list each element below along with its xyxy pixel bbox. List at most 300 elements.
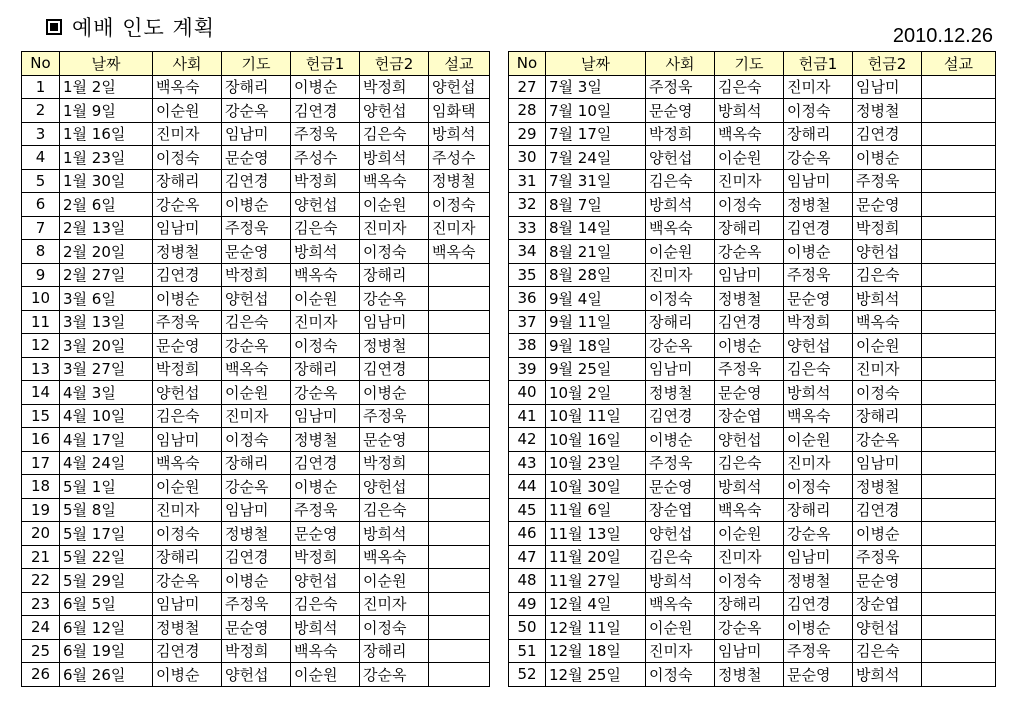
leader-cell: 장해리	[153, 169, 222, 193]
leader-cell: 정병철	[153, 240, 222, 264]
sermon-cell	[429, 475, 490, 499]
table-row	[509, 498, 996, 522]
table-row	[509, 169, 996, 193]
date-cell: 9월 4일	[546, 287, 646, 311]
date-cell: 6월 26일	[60, 663, 153, 687]
sermon-cell	[922, 357, 996, 381]
offering1-cell: 이순원	[291, 287, 360, 311]
offering2-cell: 정병철	[853, 99, 922, 123]
prayer-cell: 임남미	[222, 498, 291, 522]
offering1-cell: 주정욱	[291, 498, 360, 522]
offering2-cell: 방희석	[360, 522, 429, 546]
sermon-cell	[429, 663, 490, 687]
date-cell: 8월 21일	[546, 240, 646, 264]
prayer-cell: 임남미	[222, 122, 291, 146]
no-cell: 9	[22, 263, 60, 287]
date-cell: 12월 18일	[546, 639, 646, 663]
sermon-cell: 이정숙	[429, 193, 490, 217]
leader-cell: 양헌섭	[646, 146, 715, 170]
prayer-cell: 백옥숙	[222, 357, 291, 381]
column-header: No	[22, 52, 60, 76]
no-cell: 35	[509, 263, 546, 287]
leader-cell: 이순원	[646, 616, 715, 640]
leader-cell: 이순원	[646, 240, 715, 264]
table-row	[22, 592, 490, 616]
offering1-cell: 박정희	[291, 545, 360, 569]
date-cell: 12월 25일	[546, 663, 646, 687]
column-header: 설교	[429, 52, 490, 76]
sermon-cell	[429, 545, 490, 569]
column-header: 설교	[922, 52, 996, 76]
offering2-cell: 장순엽	[853, 592, 922, 616]
offering1-cell: 진미자	[784, 75, 853, 99]
no-cell: 7	[22, 216, 60, 240]
offering2-cell: 김연경	[853, 498, 922, 522]
offering1-cell: 정병철	[291, 428, 360, 452]
table-row	[22, 475, 490, 499]
date-cell: 8월 28일	[546, 263, 646, 287]
offering1-cell: 임남미	[784, 169, 853, 193]
sermon-cell	[922, 263, 996, 287]
sermon-cell: 주성수	[429, 146, 490, 170]
offering2-cell: 양헌섭	[360, 99, 429, 123]
leader-cell: 김은숙	[153, 404, 222, 428]
column-header: 헌금1	[291, 52, 360, 76]
prayer-cell: 장해리	[222, 75, 291, 99]
prayer-cell: 진미자	[222, 404, 291, 428]
date-cell: 8월 14일	[546, 216, 646, 240]
leader-cell: 이정숙	[646, 663, 715, 687]
table-row	[509, 451, 996, 475]
column-header: No	[509, 52, 546, 76]
offering2-cell: 백옥숙	[360, 169, 429, 193]
date-cell: 5월 29일	[60, 569, 153, 593]
prayer-cell: 강순옥	[715, 616, 784, 640]
table-row	[509, 263, 996, 287]
leader-cell: 장순엽	[646, 498, 715, 522]
leader-cell: 백옥숙	[153, 451, 222, 475]
offering2-cell: 양헌섭	[853, 616, 922, 640]
prayer-cell: 정병철	[715, 287, 784, 311]
prayer-cell: 정병철	[715, 663, 784, 687]
offering2-cell: 방희석	[853, 287, 922, 311]
table-row	[509, 216, 996, 240]
prayer-cell: 강순옥	[222, 99, 291, 123]
offering1-cell: 김연경	[784, 592, 853, 616]
no-cell: 26	[22, 663, 60, 687]
offering1-cell: 김연경	[291, 99, 360, 123]
offering2-cell: 방희석	[360, 146, 429, 170]
offering2-cell: 박정희	[360, 451, 429, 475]
offering2-cell: 김연경	[360, 357, 429, 381]
leader-cell: 진미자	[153, 498, 222, 522]
offering1-cell: 이병순	[291, 475, 360, 499]
no-cell: 14	[22, 381, 60, 405]
table-row	[509, 334, 996, 358]
table-row	[22, 545, 490, 569]
leader-cell: 임남미	[646, 357, 715, 381]
prayer-cell: 이순원	[715, 522, 784, 546]
prayer-cell: 백옥숙	[715, 122, 784, 146]
sermon-cell	[429, 592, 490, 616]
prayer-cell: 주정욱	[222, 216, 291, 240]
leader-cell: 백옥숙	[646, 216, 715, 240]
prayer-cell: 장해리	[715, 592, 784, 616]
leader-cell: 임남미	[153, 428, 222, 452]
leader-cell: 임남미	[153, 216, 222, 240]
offering2-cell: 주정욱	[360, 404, 429, 428]
leader-cell: 진미자	[646, 263, 715, 287]
offering2-cell: 문순영	[360, 428, 429, 452]
column-header: 사회	[646, 52, 715, 76]
offering2-cell: 이병순	[853, 522, 922, 546]
offering2-cell: 강순옥	[360, 287, 429, 311]
prayer-cell: 이병순	[715, 334, 784, 358]
offering2-cell: 김은숙	[360, 498, 429, 522]
offering1-cell: 정병철	[784, 193, 853, 217]
table-row	[22, 122, 490, 146]
sermon-cell	[922, 146, 996, 170]
offering1-cell: 이병순	[291, 75, 360, 99]
offering2-cell: 진미자	[853, 357, 922, 381]
prayer-cell: 장순엽	[715, 404, 784, 428]
offering2-cell: 장해리	[853, 404, 922, 428]
offering2-cell: 이순원	[853, 334, 922, 358]
date-cell: 8월 7일	[546, 193, 646, 217]
no-cell: 44	[509, 475, 546, 499]
no-cell: 34	[509, 240, 546, 264]
prayer-cell: 이정숙	[715, 193, 784, 217]
offering2-cell: 장해리	[360, 263, 429, 287]
sermon-cell: 임화택	[429, 99, 490, 123]
prayer-cell: 박정희	[222, 639, 291, 663]
sermon-cell	[922, 216, 996, 240]
table-row	[22, 357, 490, 381]
table-row	[509, 75, 996, 99]
table-row	[22, 498, 490, 522]
sermon-cell	[922, 522, 996, 546]
sermon-cell	[922, 639, 996, 663]
offering1-cell: 장해리	[784, 498, 853, 522]
no-cell: 22	[22, 569, 60, 593]
offering2-cell: 문순영	[853, 193, 922, 217]
no-cell: 28	[509, 99, 546, 123]
offering1-cell: 백옥숙	[291, 639, 360, 663]
table-row	[509, 569, 996, 593]
sermon-cell	[429, 428, 490, 452]
table-row	[22, 287, 490, 311]
sermon-cell	[429, 498, 490, 522]
prayer-cell: 이순원	[222, 381, 291, 405]
date-cell: 1월 2일	[60, 75, 153, 99]
sermon-cell: 방희석	[429, 122, 490, 146]
no-cell: 23	[22, 592, 60, 616]
date-cell: 4월 10일	[60, 404, 153, 428]
offering1-cell: 박정희	[784, 310, 853, 334]
leader-cell: 장해리	[153, 545, 222, 569]
table-row	[509, 381, 996, 405]
no-cell: 12	[22, 334, 60, 358]
table-row	[22, 522, 490, 546]
offering1-cell: 임남미	[291, 404, 360, 428]
leader-cell: 방희석	[646, 193, 715, 217]
leader-cell: 김연경	[646, 404, 715, 428]
leader-cell: 문순영	[646, 99, 715, 123]
offering2-cell: 이순원	[360, 569, 429, 593]
offering1-cell: 정병철	[784, 569, 853, 593]
column-header: 날짜	[60, 52, 153, 76]
no-cell: 39	[509, 357, 546, 381]
table-row	[509, 404, 996, 428]
no-cell: 27	[509, 75, 546, 99]
offering1-cell: 방희석	[291, 616, 360, 640]
offering2-cell: 이순원	[360, 193, 429, 217]
schedule-table-left	[21, 51, 490, 687]
prayer-cell: 양헌섭	[222, 287, 291, 311]
prayer-cell: 문순영	[222, 616, 291, 640]
leader-cell: 이순원	[153, 475, 222, 499]
prayer-cell: 문순영	[222, 146, 291, 170]
no-cell: 6	[22, 193, 60, 217]
date-cell: 11월 6일	[546, 498, 646, 522]
table-body	[22, 75, 490, 686]
document-date: 2010.12.26	[892, 25, 993, 47]
sermon-cell: 진미자	[429, 216, 490, 240]
sermon-cell	[429, 522, 490, 546]
leader-cell: 김연경	[153, 639, 222, 663]
schedule-table-right	[508, 51, 996, 687]
leader-cell: 백옥숙	[153, 75, 222, 99]
sermon-cell	[429, 451, 490, 475]
no-cell: 37	[509, 310, 546, 334]
no-cell: 20	[22, 522, 60, 546]
offering1-cell: 장해리	[784, 122, 853, 146]
table-row	[509, 99, 996, 123]
no-cell: 1	[22, 75, 60, 99]
date-cell: 7월 17일	[546, 122, 646, 146]
prayer-cell: 양헌섭	[222, 663, 291, 687]
table-row	[509, 122, 996, 146]
table-row	[509, 663, 996, 687]
sermon-cell	[922, 592, 996, 616]
table-row	[509, 428, 996, 452]
sermon-cell: 양헌섭	[429, 75, 490, 99]
prayer-cell: 김은숙	[715, 451, 784, 475]
offering1-cell: 김연경	[291, 451, 360, 475]
leader-cell: 이병순	[153, 287, 222, 311]
table-row	[22, 240, 490, 264]
date-cell: 7월 10일	[546, 99, 646, 123]
date-cell: 6월 12일	[60, 616, 153, 640]
leader-cell: 임남미	[153, 592, 222, 616]
no-cell: 5	[22, 169, 60, 193]
no-cell: 40	[509, 381, 546, 405]
table-row	[509, 310, 996, 334]
offering1-cell: 방희석	[291, 240, 360, 264]
sermon-cell	[922, 99, 996, 123]
offering1-cell: 양헌섭	[784, 334, 853, 358]
date-cell: 1월 9일	[60, 99, 153, 123]
sermon-cell	[922, 193, 996, 217]
date-cell: 10월 16일	[546, 428, 646, 452]
table-row	[509, 287, 996, 311]
date-cell: 10월 30일	[546, 475, 646, 499]
sermon-cell	[922, 404, 996, 428]
no-cell: 42	[509, 428, 546, 452]
date-cell: 3월 27일	[60, 357, 153, 381]
date-cell: 3월 13일	[60, 310, 153, 334]
prayer-cell: 백옥숙	[715, 498, 784, 522]
prayer-cell: 이정숙	[715, 569, 784, 593]
sermon-cell	[429, 639, 490, 663]
offering1-cell: 문순영	[784, 663, 853, 687]
leader-cell: 이정숙	[153, 146, 222, 170]
table-body	[509, 75, 996, 686]
offering1-cell: 이병순	[784, 616, 853, 640]
sermon-cell	[922, 545, 996, 569]
leader-cell: 문순영	[646, 475, 715, 499]
date-cell: 5월 22일	[60, 545, 153, 569]
sermon-cell	[429, 404, 490, 428]
prayer-cell: 강순옥	[222, 475, 291, 499]
no-cell: 43	[509, 451, 546, 475]
date-cell: 5월 17일	[60, 522, 153, 546]
offering1-cell: 강순옥	[784, 522, 853, 546]
offering2-cell: 주정욱	[853, 545, 922, 569]
sermon-cell	[922, 169, 996, 193]
sermon-cell	[429, 357, 490, 381]
date-cell: 1월 23일	[60, 146, 153, 170]
prayer-cell: 강순옥	[222, 334, 291, 358]
prayer-cell: 장해리	[222, 451, 291, 475]
offering1-cell: 백옥숙	[291, 263, 360, 287]
prayer-cell: 김연경	[222, 169, 291, 193]
sermon-cell	[922, 240, 996, 264]
sermon-cell	[429, 616, 490, 640]
sermon-cell: 백옥숙	[429, 240, 490, 264]
offering1-cell: 진미자	[784, 451, 853, 475]
leader-cell: 김연경	[153, 263, 222, 287]
offering1-cell: 주정욱	[784, 263, 853, 287]
offering2-cell: 이정숙	[360, 240, 429, 264]
date-cell: 11월 20일	[546, 545, 646, 569]
table-row	[22, 663, 490, 687]
offering2-cell: 백옥숙	[853, 310, 922, 334]
no-cell: 16	[22, 428, 60, 452]
offering1-cell: 임남미	[784, 545, 853, 569]
offering1-cell: 장해리	[291, 357, 360, 381]
leader-cell: 박정희	[153, 357, 222, 381]
table-row	[22, 216, 490, 240]
table-row	[22, 639, 490, 663]
offering2-cell: 백옥숙	[360, 545, 429, 569]
offering2-cell: 장해리	[360, 639, 429, 663]
column-header: 헌금2	[853, 52, 922, 76]
leader-cell: 주정욱	[153, 310, 222, 334]
offering2-cell: 강순옥	[360, 663, 429, 687]
date-cell: 9월 25일	[546, 357, 646, 381]
no-cell: 8	[22, 240, 60, 264]
offering2-cell: 진미자	[360, 592, 429, 616]
table-row	[509, 475, 996, 499]
date-cell: 6월 5일	[60, 592, 153, 616]
date-cell: 12월 4일	[546, 592, 646, 616]
sermon-cell	[922, 287, 996, 311]
sermon-cell	[922, 381, 996, 405]
leader-cell: 주정욱	[646, 451, 715, 475]
no-cell: 18	[22, 475, 60, 499]
date-cell: 5월 8일	[60, 498, 153, 522]
column-header: 기도	[222, 52, 291, 76]
leader-cell: 정병철	[646, 381, 715, 405]
offering2-cell: 양헌섭	[360, 475, 429, 499]
leader-cell: 김은숙	[646, 545, 715, 569]
offering2-cell: 임남미	[853, 451, 922, 475]
prayer-cell: 박정희	[222, 263, 291, 287]
offering1-cell: 김은숙	[291, 592, 360, 616]
sermon-cell	[429, 569, 490, 593]
no-cell: 52	[509, 663, 546, 687]
date-cell: 6월 19일	[60, 639, 153, 663]
date-cell: 11월 13일	[546, 522, 646, 546]
leader-cell: 방희석	[646, 569, 715, 593]
table-row	[22, 75, 490, 99]
offering2-cell: 문순영	[853, 569, 922, 593]
leader-cell: 강순옥	[646, 334, 715, 358]
prayer-cell: 진미자	[715, 545, 784, 569]
table-row	[22, 310, 490, 334]
prayer-cell: 김은숙	[222, 310, 291, 334]
no-cell: 10	[22, 287, 60, 311]
prayer-cell: 방희석	[715, 475, 784, 499]
table-row	[22, 263, 490, 287]
date-cell: 7월 24일	[546, 146, 646, 170]
prayer-cell: 김연경	[222, 545, 291, 569]
leader-cell: 주정욱	[646, 75, 715, 99]
table-row	[22, 146, 490, 170]
offering1-cell: 문순영	[784, 287, 853, 311]
column-header: 헌금2	[360, 52, 429, 76]
table-row	[509, 357, 996, 381]
prayer-cell: 이병순	[222, 193, 291, 217]
sermon-cell	[922, 663, 996, 687]
date-cell: 3월 6일	[60, 287, 153, 311]
square-bullet-icon	[46, 19, 62, 35]
prayer-cell: 임남미	[715, 639, 784, 663]
prayer-cell: 이정숙	[222, 428, 291, 452]
sermon-cell	[922, 122, 996, 146]
date-cell: 1월 30일	[60, 169, 153, 193]
leader-cell: 김은숙	[646, 169, 715, 193]
offering2-cell: 이병순	[853, 146, 922, 170]
date-cell: 2월 6일	[60, 193, 153, 217]
column-header: 헌금1	[784, 52, 853, 76]
offering1-cell: 이순원	[784, 428, 853, 452]
date-cell: 4월 3일	[60, 381, 153, 405]
no-cell: 45	[509, 498, 546, 522]
date-cell: 2월 13일	[60, 216, 153, 240]
offering2-cell: 이병순	[360, 381, 429, 405]
date-cell: 9월 11일	[546, 310, 646, 334]
leader-cell: 정병철	[153, 616, 222, 640]
page-title-text: 예배 인도 계획	[72, 16, 216, 40]
offering1-cell: 주성수	[291, 146, 360, 170]
sermon-cell	[922, 310, 996, 334]
table-row	[22, 99, 490, 123]
prayer-cell: 임남미	[715, 263, 784, 287]
table-row	[509, 592, 996, 616]
no-cell: 49	[509, 592, 546, 616]
